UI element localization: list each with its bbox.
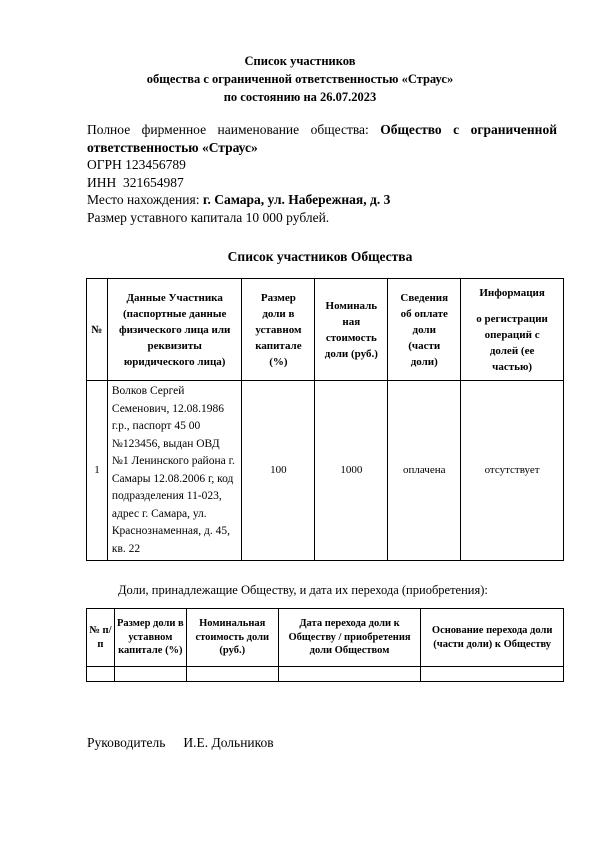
col-header-participant-data: Данные Участника (паспортные данные физического лица или реквизиты юридического лица): [107, 279, 242, 381]
empty-cell: [114, 667, 186, 682]
company-shares-header-row: [87, 609, 564, 667]
cell-nominal-value: 1000: [315, 381, 388, 561]
registration-info-title: Информация: [479, 286, 545, 299]
col-header-nominal-value: Номиналь ная стоимость доли (руб.): [315, 279, 388, 381]
cell-share-size: 100: [242, 381, 315, 561]
signature-line: [87, 735, 274, 751]
empty-cell: [421, 667, 564, 682]
col-header-num: №: [87, 279, 108, 381]
signatory-name: И.Е. Дольников: [183, 735, 274, 750]
company-shares-caption: Доли, принадлежащие Обществу, и дата их перехода (приобретения):: [118, 583, 488, 597]
company-info: [87, 121, 557, 226]
table-row: [87, 667, 564, 682]
col-header-num: № п/п: [87, 609, 115, 667]
company-shares-table: [86, 608, 564, 682]
document-title-line-1: Список участников: [244, 54, 356, 68]
document-title-line-2: общества с ограниченной ответственностью «Страус»: [146, 72, 454, 86]
cell-num: 1: [87, 381, 108, 561]
empty-cell: [278, 667, 421, 682]
company-full-name-part-1: Общество с ограниченной: [380, 122, 557, 137]
company-full-name-cont: [87, 139, 557, 157]
empty-cell: [186, 667, 278, 682]
location-label: Место нахождения:: [87, 192, 203, 207]
participants-title: Список участников Общества: [227, 249, 413, 264]
document-title-line-3: по состоянию на 26.07.2023: [223, 90, 377, 104]
company-ogrn: ОГРН 123456789: [87, 157, 186, 172]
company-full-name-part-2: ответственностью «Страус»: [87, 139, 258, 155]
col-header-transfer-date: Дата перехода доли к Обществу / приобретения доли Обществом: [278, 609, 421, 667]
company-capital: Размер уставного капитала 10 000 рублей.: [87, 209, 330, 225]
participants-header-row: [87, 279, 564, 381]
cell-registration-info: отсутствует: [461, 381, 564, 561]
col-header-registration-info: [461, 279, 564, 381]
company-inn: ИНН 321654987: [87, 174, 184, 190]
col-header-transfer-basis: Основание перехода доли (части доли) к Обществу: [421, 609, 564, 667]
col-header-nominal-value: Номинальная стоимость доли (руб.): [186, 609, 278, 667]
table-row: [87, 381, 564, 561]
participants-table: [86, 278, 564, 561]
empty-cell: [87, 667, 115, 682]
company-full-name-line: [87, 121, 557, 139]
location-value: г. Самара, ул. Набережная, д. 3: [202, 192, 391, 207]
col-header-share-size: Размер доли в уставном капитале (%): [114, 609, 186, 667]
col-header-share-size: Размер доли в уставном капитале (%): [242, 279, 315, 381]
registration-info-subtitle: о регистрации операций с долей (ее частью): [476, 312, 548, 373]
company-full-name-label: Полное фирменное наименование общества:: [87, 122, 381, 137]
col-header-payment-info: Сведения об оплате доли (части доли): [388, 279, 461, 381]
cell-participant-data: Волков Сергей Семенович, 12.08.1986 г.р., паспорт 45 00 №123456, выдан ОВД №1 Ленинского района г. Самары 12.08.2006 г, код подразделения 11-023, адрес г. Самара, ул. Краснознаменная, д. 45, кв. 22: [107, 381, 242, 561]
cell-payment-status: оплачена: [388, 381, 461, 561]
signatory-role: Руководитель: [87, 735, 166, 750]
company-location: [87, 191, 557, 209]
